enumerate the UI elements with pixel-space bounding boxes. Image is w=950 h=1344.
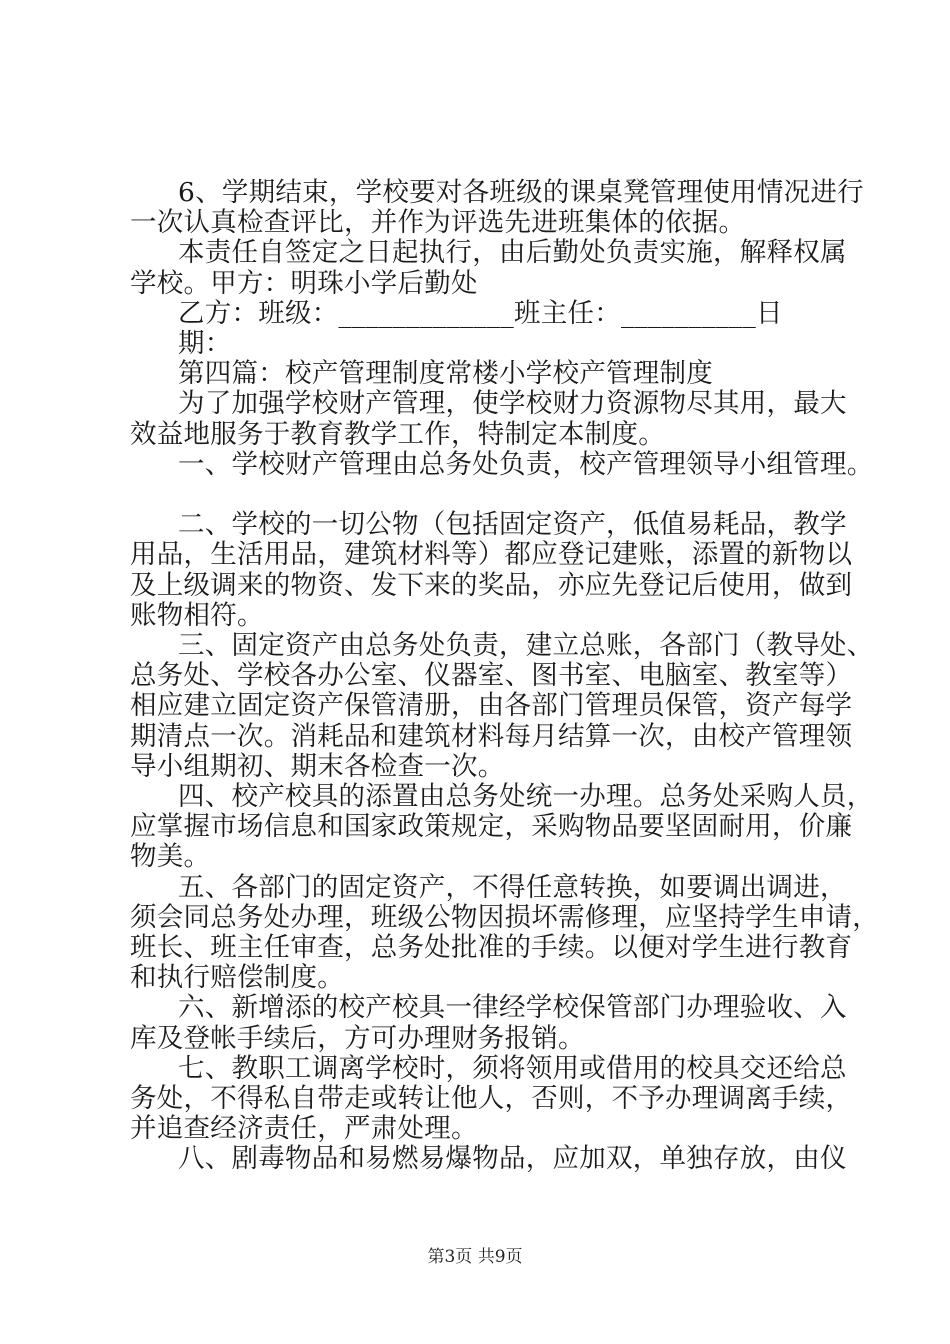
text-line: 账物相符。	[130, 599, 264, 631]
text-line: 二、学校的一切公物（包括固定资产，低值易耗品，教学	[178, 509, 847, 541]
text-line: 效益地服务于教育教学工作，特制定本制度。	[130, 418, 665, 450]
text-line: 三、固定资产由总务处负责，建立总账，各部门（教导处、	[178, 630, 874, 662]
text-line: 及上级调来的物资、发下来的奖品，亦应先登记后使用，做到	[130, 569, 853, 601]
text-line: 期：	[178, 328, 232, 360]
text-line: 本责任自签定之日起执行，由后勤处负责实施，解释权属	[178, 237, 847, 269]
text-line: 相应建立固定资产保管清册，由各部门管理员保管，资产每学	[130, 690, 853, 722]
text-line: 八、剧毒物品和易燃易爆物品，应加双，单独存放，由仪	[178, 1143, 847, 1175]
blank-line	[130, 480, 850, 510]
text-line: 为了加强学校财产管理，使学校财力资源物尽其用，最大	[178, 388, 847, 420]
text-line: 一、学校财产管理由总务处负责，校产管理领导小组管理。	[178, 448, 874, 480]
text-line: 用品，生活用品，建筑材料等）都应登记建账，添置的新物以	[130, 539, 853, 571]
text-line: 须会同总务处办理，班级公物因损坏需修理，应坚持学生申请，	[130, 901, 879, 933]
document-body	[130, 177, 879, 1175]
text-line: 务处，不得私自带走或转让他人，否则，不予办理调离手续，	[130, 1083, 853, 1115]
text-line: 七、教职工调离学校时，须将领用或借用的校具交还给总	[178, 1052, 847, 1084]
text-line: 6、学期结束，学校要对各班级的课桌凳管理使用情况进行	[178, 177, 864, 208]
text-line: 第四篇：校产管理制度常楼小学校产管理制度	[178, 358, 713, 390]
text-line: 物美。	[130, 841, 211, 873]
text-line: 四、校产校具的添置由总务处统一办理。总务处采购人员，	[178, 781, 874, 813]
text-line: 库及登帐手续后，方可办理财务报销。	[130, 1022, 585, 1054]
text-line: 班长、班主任审查，总务处批准的手续。以便对学生进行教育	[130, 932, 853, 964]
text-line: 总务处、学校各办公室、仪器室、图书室、电脑室、教室等）	[130, 660, 853, 692]
text-line: 一次认真检查评比，并作为评选先进班集体的依据。	[130, 207, 746, 239]
text-line: 学校。甲方：明珠小学后勤处	[130, 267, 478, 299]
text-line: 应掌握市场信息和国家政策规定，采购物品要坚固耐用，价廉	[130, 811, 853, 843]
page-footer: 第3页 共9页	[427, 1247, 523, 1267]
text-line: 导小组期初、期末各检查一次。	[130, 750, 505, 782]
text-line: 并追查经济责任，严肃处理。	[130, 1113, 478, 1145]
text-line: 期清点一次。消耗品和建筑材料每月结算一次，由校产管理领	[130, 720, 853, 752]
text-line: 六、新增添的校产校具一律经学校保管部门办理验收、入	[178, 992, 847, 1024]
text-line: 五、各部门的固定资产，不得任意转换，如要调出调进，	[178, 871, 847, 903]
text-line: 乙方：班级：_____________班主任：__________日	[178, 297, 783, 329]
text-line: 和执行赔偿制度。	[130, 962, 344, 994]
